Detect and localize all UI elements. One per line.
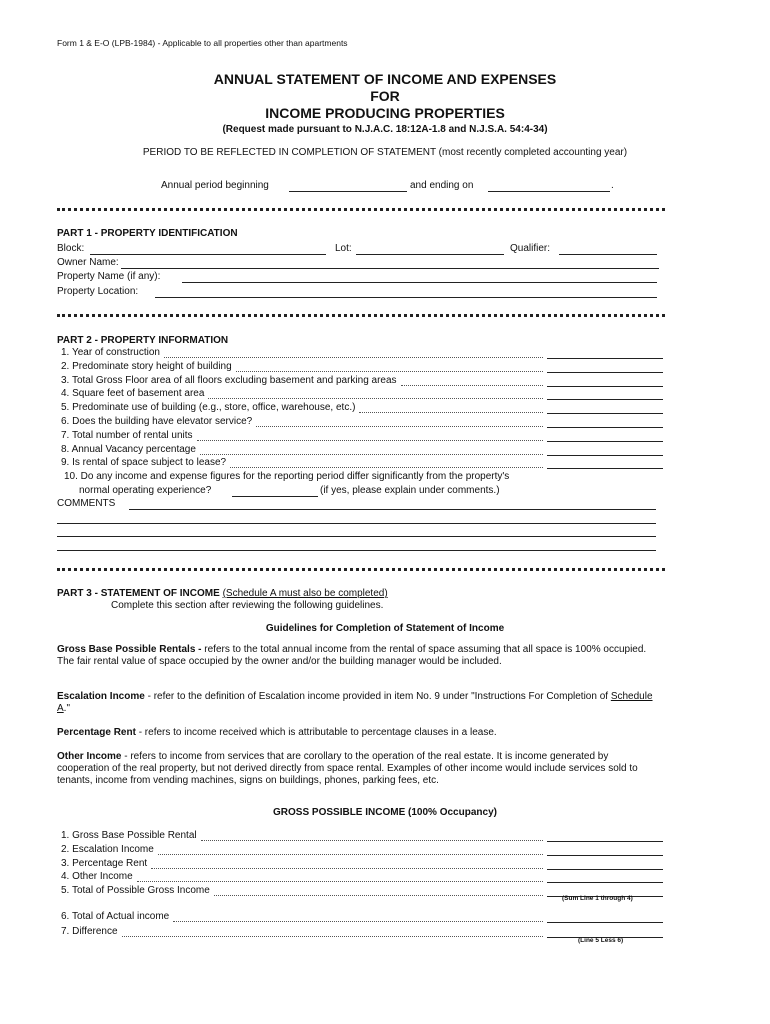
property-info-item-answer-field-8[interactable] — [547, 455, 663, 456]
guideline-other-income-term: Other Income — [57, 751, 122, 762]
gpi-title: GROSS POSSIBLE INCOME (100% Occupancy) — [273, 807, 497, 818]
gross-income-item-dot-leader-4 — [137, 881, 543, 882]
property-info-item-answer-field-6[interactable] — [547, 427, 663, 428]
guideline-gross-base — [57, 644, 657, 668]
annual-period-end: . — [611, 180, 614, 191]
annual-begin-label: Annual period beginning — [161, 180, 269, 191]
gross-income-item-answer-field-2[interactable] — [547, 855, 663, 856]
property-info-item-dot-leader-9 — [230, 467, 543, 468]
gross-income-item-answer-field-3[interactable] — [547, 869, 663, 870]
form-id: Form 1 & E-O (LPB-1984) - Applicable to all properties other than apartments — [57, 38, 348, 48]
subtitle: (Request made pursuant to N.J.A.C. 18:12A-1.8 and N.J.S.A. 54:4-34) — [222, 124, 548, 135]
annual-end-field[interactable] — [488, 191, 610, 192]
gross-income-item-label-4: 4. Other Income — [61, 871, 133, 883]
property-info-item-answer-field-1[interactable] — [547, 358, 663, 359]
part1-heading: PART 1 - PROPERTY IDENTIFICATION — [57, 228, 238, 239]
property-info-item-answer-field-5[interactable] — [547, 413, 663, 414]
property-info-item-label-3: 3. Total Gross Floor area of all floors excluding basement and parking areas — [61, 374, 397, 386]
gross-income-item-answer-field-1[interactable] — [547, 841, 663, 842]
gross-income-item-label-2: 2. Escalation Income — [61, 843, 154, 855]
property-info-item-answer-field-7[interactable] — [547, 441, 663, 442]
question-10-line-2b: (if yes, please explain under comments.) — [320, 485, 500, 496]
actual-income-item-dot-leader-1 — [173, 921, 543, 922]
block-field[interactable] — [90, 254, 326, 255]
section-divider-2 — [57, 314, 665, 317]
schedule-a-link[interactable]: Schedule A — [57, 691, 653, 714]
property-info-item-dot-leader-3 — [401, 385, 543, 386]
gross-income-item-answer-field-4[interactable] — [547, 882, 663, 883]
gross-income-item-label-3: 3. Percentage Rent — [61, 857, 148, 869]
lot-label: Lot: — [335, 243, 352, 254]
property-name-label: Property Name (if any): — [57, 271, 161, 282]
property-info-item-dot-leader-5 — [359, 412, 543, 413]
property-info-item-label-7: 7. Total number of rental units — [61, 429, 193, 441]
property-info-item-dot-leader-4 — [208, 398, 543, 399]
property-info-item-dot-leader-2 — [236, 371, 543, 372]
location-label: Property Location: — [57, 286, 139, 297]
guideline-other-income — [57, 751, 657, 787]
difference-note: (Line 5 Less 6) — [578, 937, 624, 944]
annual-begin-field[interactable] — [289, 191, 407, 192]
property-info-item-dot-leader-8 — [200, 454, 543, 455]
part3-heading-row — [57, 588, 388, 599]
actual-income-item-label-1: 6. Total of Actual income — [61, 911, 170, 922]
section-divider-3 — [57, 568, 665, 571]
block-label: Block: — [57, 243, 85, 254]
part3-heading-note: (Schedule A must also be completed) — [222, 588, 388, 599]
guideline-percentage-rent-text: - refers to income received which is attributable to percentage clauses in a lease. — [135, 727, 497, 738]
section-divider-1 — [57, 208, 665, 211]
qualifier-label: Qualifier: — [510, 243, 551, 254]
guideline-other-income-text: - refers to income from services that are corollary to the operation of the real estate. It is income generated by cooperation of the real property, but not derived directly from space rental. Examples of other income would include services sold to tenants, income from vending machines, signs on buildings, phones, parking fees, etc. — [57, 751, 638, 786]
lot-field[interactable] — [356, 254, 504, 255]
guideline-escalation-text-a: - refer to the definition of Escalation income provided in item No. 9 under "Instructions For Completion of — [144, 691, 611, 702]
gross-income-item-label-5: 5. Total of Possible Gross Income — [61, 885, 210, 897]
question-10-line-2a: normal operating experience? — [79, 485, 212, 496]
property-info-item-label-8: 8. Annual Vacancy percentage — [61, 443, 196, 455]
actual-income-item-label-2: 7. Difference — [61, 926, 118, 937]
comments-line-4[interactable] — [57, 550, 656, 551]
property-info-item-dot-leader-6 — [256, 426, 543, 427]
property-info-item-label-5: 5. Predominate use of building (e.g., store, office, warehouse, etc.) — [61, 402, 356, 414]
property-info-item-label-6: 6. Does the building have elevator service? — [61, 416, 253, 427]
property-info-item-answer-field-9[interactable] — [547, 468, 663, 469]
gross-income-item-dot-leader-2 — [158, 854, 543, 855]
guideline-percentage-rent-term: Percentage Rent — [57, 727, 136, 738]
gross-income-item-label-1: 1. Gross Base Possible Rental — [61, 830, 197, 841]
property-info-item-answer-field-2[interactable] — [547, 372, 663, 373]
gross-income-item-dot-leader-5 — [214, 895, 543, 896]
question-10-line-1: 10. Do any income and expense figures for the reporting period differ significantly from the property's — [64, 471, 510, 482]
comments-line-2[interactable] — [57, 523, 656, 524]
property-name-field[interactable] — [182, 282, 657, 283]
part2-heading: PART 2 - PROPERTY INFORMATION — [57, 335, 229, 346]
gross-income-item-dot-leader-1 — [201, 840, 543, 841]
property-info-item-label-4: 4. Square feet of basement area — [61, 388, 205, 400]
guideline-escalation — [57, 691, 657, 715]
actual-income-item-answer-field-1[interactable] — [547, 922, 663, 923]
part3-instruction: Complete this section after reviewing the following guidelines. — [111, 600, 384, 611]
property-info-item-answer-field-4[interactable] — [547, 399, 663, 400]
guideline-percentage-rent — [57, 727, 657, 739]
sum-note: (Sum Line 1 through 4) — [562, 895, 633, 902]
guideline-gross-base-term: Gross Base Possible Rentals - — [57, 644, 202, 655]
owner-label: Owner Name: — [57, 257, 119, 268]
guideline-escalation-term: Escalation Income — [57, 691, 145, 702]
title-line-3: INCOME PRODUCING PROPERTIES — [265, 105, 505, 121]
guidelines-title: Guidelines for Completion of Statement of Income — [265, 623, 505, 634]
gross-income-item-dot-leader-3 — [151, 868, 543, 869]
property-info-item-answer-field-3[interactable] — [547, 386, 663, 387]
comments-line-1[interactable] — [129, 509, 656, 510]
guideline-gross-base-text: refers to the total annual income from the rental of space assuming that all space is 100% occupied. The fair rental value of space occupied by the owner and/or the building manager would be included. — [57, 644, 647, 667]
period-text: PERIOD TO BE REFLECTED IN COMPLETION OF STATEMENT (most recently completed accounting year) — [142, 147, 628, 158]
part3-heading: PART 3 - STATEMENT OF INCOME — [57, 588, 220, 599]
property-info-item-dot-leader-7 — [197, 440, 543, 441]
comments-line-3[interactable] — [57, 536, 656, 537]
title-line-2: FOR — [370, 88, 400, 104]
comments-label: COMMENTS — [57, 498, 116, 509]
guideline-escalation-text-b: ." — [63, 703, 70, 714]
title-line-1: ANNUAL STATEMENT OF INCOME AND EXPENSES — [213, 71, 557, 87]
annual-end-label: and ending on — [410, 180, 474, 191]
question-10-answer-field[interactable] — [232, 496, 318, 497]
property-info-item-label-9: 9. Is rental of space subject to lease? — [61, 457, 227, 469]
owner-field[interactable] — [121, 268, 659, 269]
property-info-item-label-1: 1. Year of construction — [61, 347, 160, 358]
location-field[interactable] — [155, 297, 657, 298]
actual-income-item-dot-leader-2 — [122, 936, 543, 937]
property-info-item-dot-leader-1 — [164, 357, 543, 358]
qualifier-field[interactable] — [559, 254, 657, 255]
property-info-item-label-2: 2. Predominate story height of building — [61, 360, 232, 372]
